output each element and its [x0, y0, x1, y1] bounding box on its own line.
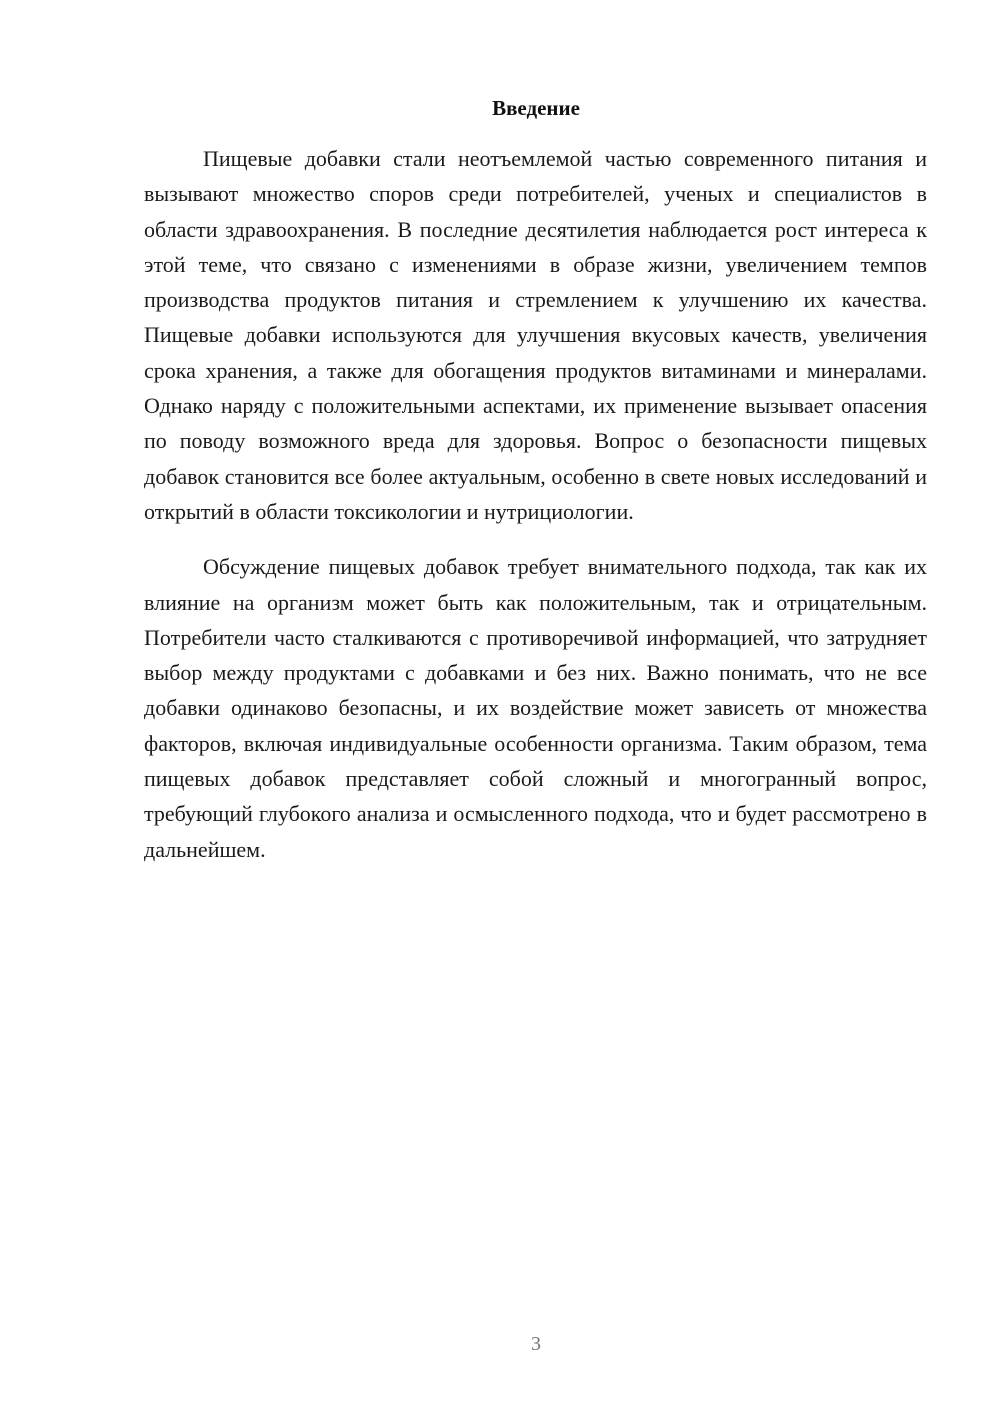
page-number: 3 — [531, 1333, 541, 1355]
paragraph-1: Пищевые добавки стали неотъемлемой частью современного питания и вызывают множество споров среди потребителей, ученых и специалистов в области здравоохранения. В последние десятилетия наблюдается рост интереса к этой теме, что связано с изменениями в образе жизни, увеличением темпов производства продуктов питания и стремлением к улучшению их качества. Пищевые добавки используются для улучшения вкусовых качеств, увеличения срока хранения, а также для обогащения продуктов витаминами и минералами. Однако наряду с положительными аспектами, их применение вызывает опасения по поводу возможного вреда для здоровья. Вопрос о безопасности пищевых добавок становится все более актуальным, особенно в свете новых исследований и открытий в области токсикологии и нутрициологии. — [144, 146, 927, 524]
section-heading: Введение — [492, 96, 580, 120]
body-text — [144, 141, 927, 867]
paragraph-2: Обсуждение пищевых добавок требует внимательного подхода, так как их влияние на организм может быть как положительным, так и отрицательным. Потребители часто сталкиваются с противоречивой информацией, что затрудняет выбор между продуктами с добавками и без них. Важно понимать, что не все добавки одинаково безопасны, и их воздействие может зависеть от множества факторов, включая индивидуальные особенности организма. Таким образом, тема пищевых добавок представляет собой сложный и многогранный вопрос, требующий глубокого анализа и осмысленного подхода, что и будет рассмотрено в дальнейшем. — [144, 554, 927, 862]
